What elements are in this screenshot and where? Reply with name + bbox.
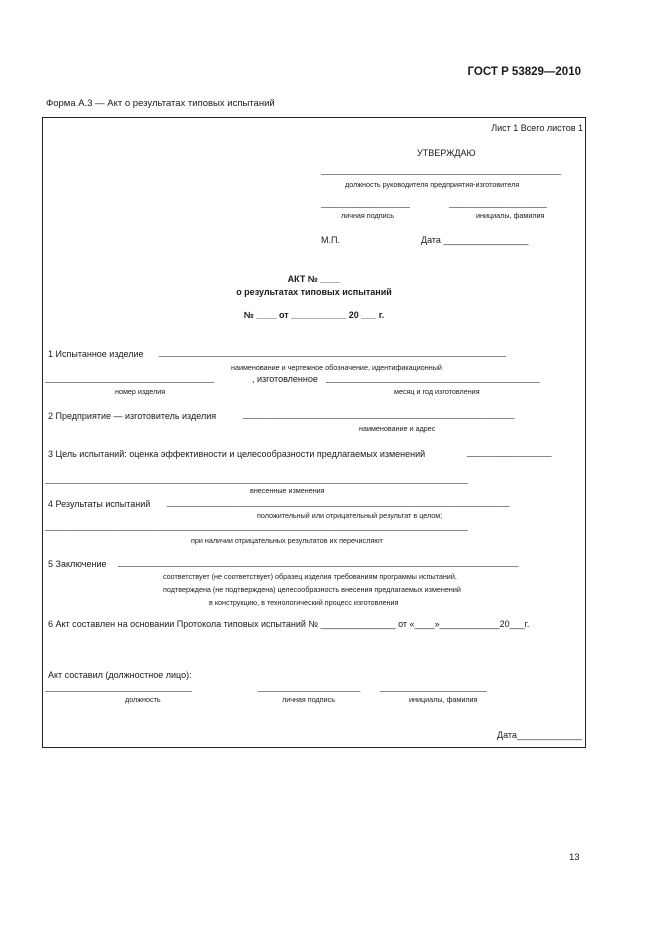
compiler-position-caption: должность bbox=[125, 695, 161, 704]
approve-heading: УТВЕРЖДАЮ bbox=[417, 148, 476, 158]
compiler-signature-caption: личная подпись bbox=[282, 695, 335, 704]
signature-caption: личная подпись bbox=[341, 211, 394, 220]
act-number-date: № ____ от ___________ 20 ___ г. bbox=[243, 310, 385, 320]
act-form-frame bbox=[42, 117, 586, 748]
initials-line: ______________________ bbox=[449, 199, 547, 208]
item1-label: 1 Испытанное изделие bbox=[48, 349, 144, 359]
item1-date-line: ________________________________________________ bbox=[326, 374, 540, 383]
item4-line2: _______________________________________________________________________________________________ bbox=[45, 522, 468, 531]
item1-manufactured-label: , изготовленное bbox=[252, 374, 318, 384]
item4-caption2: при наличии отрицательных результатов их перечисляют bbox=[191, 536, 383, 545]
approval-date: Дата _________________ bbox=[421, 235, 529, 245]
item5-line: __________________________________________________________________________________________ bbox=[118, 558, 519, 567]
item5-caption1: соответствует (не соответствует) образец изделия требованиям программы испытаний, bbox=[163, 572, 457, 581]
item2-caption: наименование и адрес bbox=[359, 424, 436, 433]
act-number-heading: АКТ № ____ bbox=[287, 274, 341, 284]
sheet-count: Лист 1 Всего листов 1 bbox=[491, 123, 583, 133]
item1-serial-line: ______________________________________ bbox=[45, 374, 215, 383]
compiler-position-line: _________________________________ bbox=[45, 683, 192, 692]
item5-caption3: в конструкцию, в технологический процесс изготовления bbox=[209, 598, 399, 607]
item5-caption2: подтверждена (не подтверждена) целесообразность внесения предлагаемых изменений bbox=[163, 585, 461, 594]
item4-label: 4 Результаты испытаний bbox=[48, 499, 151, 509]
compiler-signature-line: _______________________ bbox=[258, 683, 361, 692]
item1-line: ______________________________________________________________________________ bbox=[159, 348, 507, 357]
approve-signature-line: ______________________________________________________ bbox=[321, 166, 562, 175]
compiler-initials-line: ________________________ bbox=[380, 683, 487, 692]
item6-basis: 6 Акт составлен на основании Протокола типовых испытаний № _______________ от «____»____________20___г. bbox=[48, 619, 530, 629]
item4-line: _____________________________________________________________________________ bbox=[167, 498, 510, 507]
item3-caption: внесенные изменения bbox=[250, 486, 325, 495]
item2-line: _____________________________________________________________ bbox=[243, 410, 515, 419]
stamp-place: М.П. bbox=[321, 235, 340, 245]
act-title: о результатах типовых испытаний bbox=[236, 287, 392, 297]
item1-caption: наименование и чертежное обозначение, идентификационный bbox=[231, 363, 442, 372]
initials-caption: инициалы, фамилия bbox=[476, 211, 545, 220]
compiler-initials-caption: инициалы, фамилия bbox=[409, 695, 478, 704]
item1-serial-caption: номер изделия bbox=[115, 387, 166, 396]
final-date: Дата_____________ bbox=[497, 730, 582, 740]
page-number: 13 bbox=[569, 852, 580, 863]
item3-line: ___________________ bbox=[467, 448, 552, 457]
item4-caption: положительный или отрицательный результат в целом; bbox=[257, 511, 443, 520]
item3-label: 3 Цель испытаний: оценка эффективности и целесообразности предлагаемых изменений bbox=[48, 449, 426, 459]
position-caption: должность руководителя предприятия-изготовителя bbox=[345, 180, 520, 189]
item2-label: 2 Предприятие — изготовитель изделия bbox=[48, 411, 217, 421]
item5-label: 5 Заключение bbox=[48, 559, 107, 569]
form-title: Форма А.3 — Акт о результатах типовых испытаний bbox=[46, 98, 275, 109]
compiled-by: Акт составил (должностное лицо): bbox=[48, 670, 192, 680]
signature-line: ____________________ bbox=[321, 199, 410, 208]
standard-number: ГОСТ Р 53829—2010 bbox=[467, 66, 581, 78]
item1-date-caption: месяц и год изготовления bbox=[394, 387, 480, 396]
item3-line2: _______________________________________________________________________________________________ bbox=[45, 475, 468, 484]
